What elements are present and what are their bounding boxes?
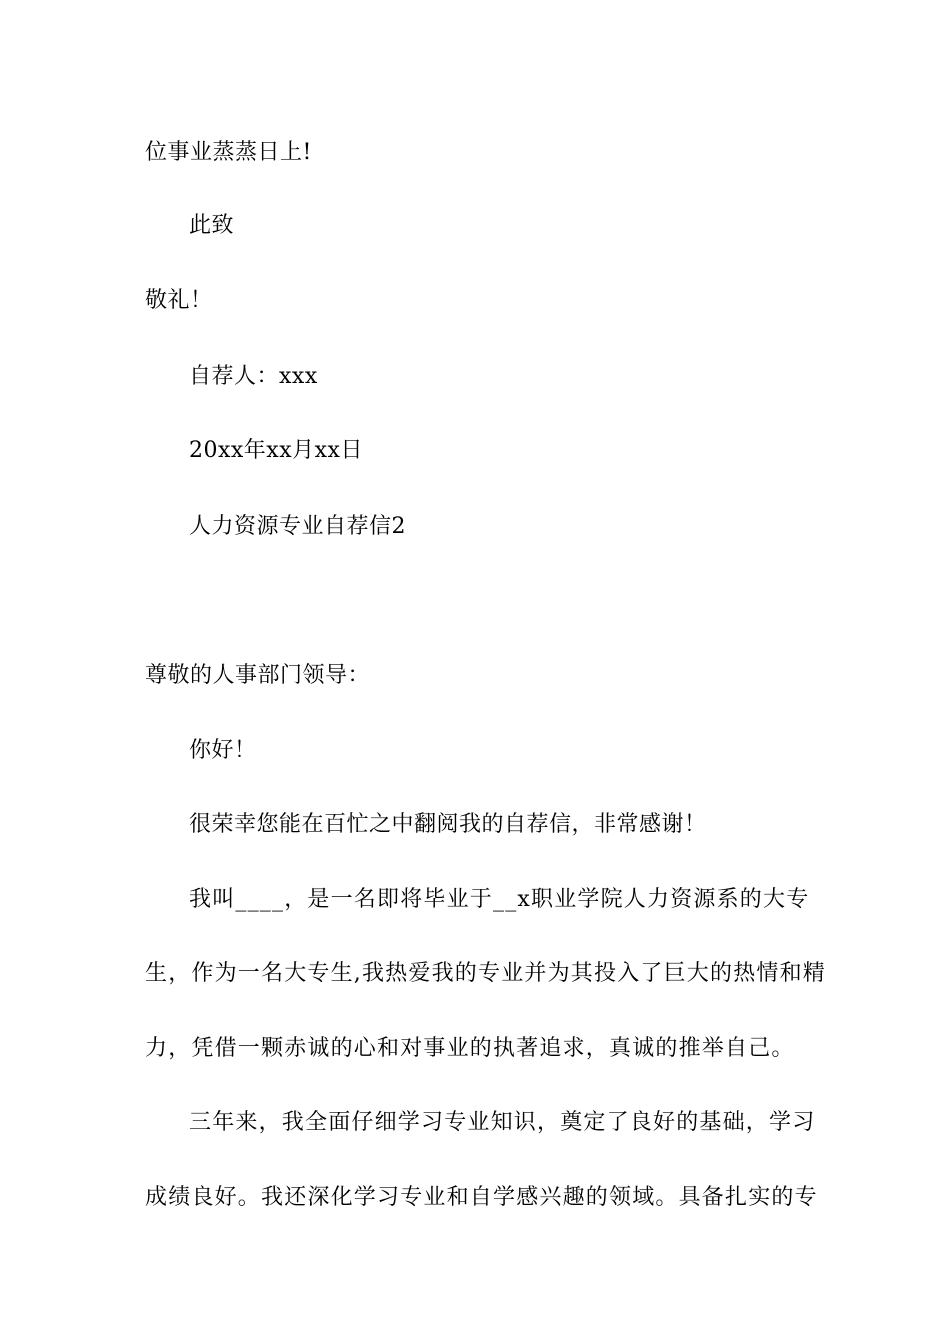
closing-regards: 敬礼！ bbox=[145, 288, 213, 313]
paragraph-line: 很荣幸您能在百忙之中翻阅我的自荐信，非常感谢！ bbox=[189, 812, 707, 837]
signature-line: 自荐人：xxx bbox=[189, 364, 318, 389]
text-line: 位事业蒸蒸日上! bbox=[145, 140, 312, 165]
paragraph-line: 我叫____，是一名即将毕业于__x职业学院人力资源系的大专 bbox=[189, 887, 810, 912]
paragraph-line: 生，作为一名大专生,我热爱我的专业并为其投入了巨大的热情和精 bbox=[145, 961, 826, 986]
paragraph-line: 三年来，我全面仔细学习专业知识，奠定了良好的基础，学习 bbox=[189, 1110, 816, 1135]
section-title: 人力资源专业自荐信2 bbox=[189, 514, 406, 539]
closing-salutation: 此致 bbox=[189, 213, 235, 238]
hello-line: 你好！ bbox=[189, 738, 257, 763]
date-line: 20xx年xx月xx日 bbox=[189, 438, 363, 463]
paragraph-line: 成绩良好。我还深化学习专业和自学感兴趣的领域。具备扎实的专 bbox=[145, 1185, 818, 1210]
greeting-line: 尊敬的人事部门领导： bbox=[145, 663, 371, 688]
paragraph-line: 力，凭借一颗赤诚的心和对事业的执著追求，真诚的推举自己。 bbox=[145, 1036, 795, 1061]
